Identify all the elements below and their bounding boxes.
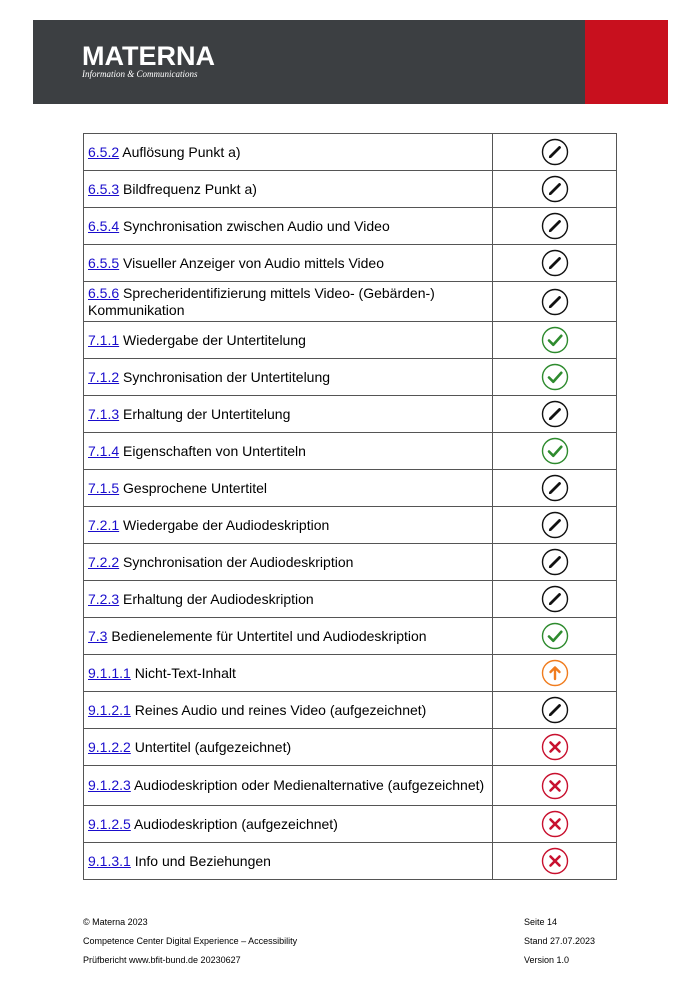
status-cell <box>493 806 617 843</box>
table-row <box>84 655 617 692</box>
logo-subtitle: Information & Communications <box>82 69 198 79</box>
criterion-cell <box>84 282 493 322</box>
status-cell <box>493 544 617 581</box>
criterion-cell <box>84 359 493 396</box>
criterion-title: Audiodeskription (aufgezeichnet) <box>133 815 338 832</box>
status-cell <box>493 581 617 618</box>
criterion-title: Synchronisation der Untertitelung <box>123 368 331 385</box>
criterion-ref-link[interactable]: 7.1.2 <box>88 368 120 385</box>
table-row <box>84 322 617 359</box>
status-cell <box>493 433 617 470</box>
criterion-cell <box>84 692 493 729</box>
footer-version: Version 1.0 <box>524 955 570 965</box>
criterion-cell <box>84 245 493 282</box>
table-row <box>84 433 617 470</box>
footer-left <box>83 913 297 970</box>
criterion-cell <box>84 806 493 843</box>
pencil-icon <box>541 696 569 724</box>
footer-copyright: © Materna 2023 <box>83 917 148 927</box>
status-cell <box>493 766 617 806</box>
criterion-cell <box>84 655 493 692</box>
cross-icon <box>541 810 569 838</box>
criterion-ref-link[interactable]: 7.1.5 <box>88 479 120 496</box>
table-row <box>84 843 617 880</box>
table-row <box>84 692 617 729</box>
criterion-title: Visueller Anzeiger von Audio mittels Video <box>123 254 385 271</box>
table-row <box>84 134 617 171</box>
table-row <box>84 544 617 581</box>
table-row <box>84 396 617 433</box>
criterion-ref-link[interactable]: 7.1.1 <box>88 331 120 348</box>
pencil-icon <box>541 585 569 613</box>
criterion-title: Synchronisation zwischen Audio und Video <box>123 217 390 234</box>
criterion-cell <box>84 766 493 806</box>
status-cell <box>493 245 617 282</box>
table-row <box>84 507 617 544</box>
status-cell <box>493 655 617 692</box>
arrow-up-icon <box>541 659 569 687</box>
status-cell <box>493 507 617 544</box>
pencil-icon <box>541 175 569 203</box>
check-icon <box>541 622 569 650</box>
table-row <box>84 208 617 245</box>
footer-page: Seite 14 <box>524 917 558 927</box>
criterion-cell <box>84 507 493 544</box>
criterion-title: Nicht-Text-Inhalt <box>134 664 236 681</box>
criteria-table <box>83 133 617 880</box>
pencil-icon <box>541 212 569 240</box>
criterion-ref-link[interactable]: 9.1.1.1 <box>88 664 131 681</box>
status-cell <box>493 729 617 766</box>
criterion-cell <box>84 581 493 618</box>
cross-icon <box>541 847 569 875</box>
criterion-title: Erhaltung der Audiodeskription <box>123 590 314 607</box>
criterion-ref-link[interactable]: 7.2.3 <box>88 590 120 607</box>
criterion-title: Bildfrequenz Punkt a) <box>123 180 257 197</box>
criterion-ref-link[interactable]: 6.5.6 <box>88 284 120 301</box>
pencil-icon <box>541 474 569 502</box>
status-cell <box>493 134 617 171</box>
criterion-title: Gesprochene Untertitel <box>123 479 267 496</box>
table-row <box>84 282 617 322</box>
footer-department: Competence Center Digital Experience – Accessibility <box>83 936 298 946</box>
criterion-cell <box>84 396 493 433</box>
header-accent-block <box>585 20 668 104</box>
pencil-icon <box>541 511 569 539</box>
criterion-cell <box>84 134 493 171</box>
table-row <box>84 581 617 618</box>
pencil-icon <box>541 400 569 428</box>
status-cell <box>493 208 617 245</box>
status-cell <box>493 359 617 396</box>
status-cell <box>493 843 617 880</box>
criterion-title: Sprecheridentifizierung mittels Video- (Gebärden-) Kommunikation <box>88 284 435 318</box>
criterion-cell <box>84 208 493 245</box>
status-cell <box>493 171 617 208</box>
criterion-ref-link[interactable]: 7.1.4 <box>88 442 120 459</box>
criterion-cell <box>84 843 493 880</box>
pencil-icon <box>541 548 569 576</box>
table-row <box>84 359 617 396</box>
check-icon <box>541 437 569 465</box>
criterion-ref-link[interactable]: 7.3 <box>88 627 108 644</box>
status-cell <box>493 322 617 359</box>
status-cell <box>493 470 617 507</box>
criterion-ref-link[interactable]: 9.1.3.1 <box>88 852 131 869</box>
criterion-ref-link[interactable]: 7.1.3 <box>88 405 120 422</box>
footer-right <box>524 913 595 970</box>
status-cell <box>493 396 617 433</box>
pencil-icon <box>541 138 569 166</box>
status-cell <box>493 618 617 655</box>
criterion-ref-link[interactable]: 6.5.4 <box>88 217 120 234</box>
criterion-ref-link[interactable]: 6.5.2 <box>88 143 120 160</box>
footer-report: Prüfbericht www.bfit-bund.de 20230627 <box>83 955 241 965</box>
criterion-title: Wiedergabe der Audiodeskription <box>123 516 330 533</box>
criterion-ref-link[interactable]: 7.2.2 <box>88 553 120 570</box>
criterion-title: Erhaltung der Untertitelung <box>123 405 291 422</box>
table-row <box>84 171 617 208</box>
criterion-cell <box>84 322 493 359</box>
criterion-title: Untertitel (aufgezeichnet) <box>134 738 292 755</box>
criterion-ref-link[interactable]: 6.5.5 <box>88 254 120 271</box>
table-row <box>84 245 617 282</box>
check-icon <box>541 326 569 354</box>
criterion-cell <box>84 171 493 208</box>
check-icon <box>541 363 569 391</box>
footer-date: Stand 27.07.2023 <box>524 936 596 946</box>
criterion-title: Bedienelemente für Untertitel und Audiodeskription <box>111 627 427 644</box>
criterion-title: Auflösung Punkt a) <box>122 143 241 160</box>
table-row <box>84 470 617 507</box>
table-row <box>84 806 617 843</box>
status-cell <box>493 692 617 729</box>
criterion-cell <box>84 618 493 655</box>
pencil-icon <box>541 249 569 277</box>
criterion-cell <box>84 470 493 507</box>
criterion-title: Eigenschaften von Untertiteln <box>123 442 306 459</box>
criterion-title: Audiodeskription oder Medienalternative (aufgezeichnet) <box>133 777 485 793</box>
criterion-cell <box>84 544 493 581</box>
criterion-ref-link[interactable]: 9.1.2.2 <box>88 738 131 755</box>
criterion-ref-link[interactable]: 9.1.2.3 <box>88 777 131 793</box>
criterion-title: Synchronisation der Audiodeskription <box>123 553 354 570</box>
cross-icon <box>541 772 569 800</box>
pencil-icon <box>541 288 569 316</box>
status-cell <box>493 282 617 322</box>
criterion-cell <box>84 433 493 470</box>
criterion-ref-link[interactable]: 6.5.3 <box>88 180 120 197</box>
table-row <box>84 618 617 655</box>
criterion-title: Reines Audio und reines Video (aufgezeichnet) <box>134 701 427 718</box>
logo-text: MATERNA <box>82 41 215 71</box>
criterion-cell <box>84 729 493 766</box>
criterion-ref-link[interactable]: 7.2.1 <box>88 516 120 533</box>
criterion-ref-link[interactable]: 9.1.2.5 <box>88 815 131 832</box>
table-row <box>84 729 617 766</box>
cross-icon <box>541 733 569 761</box>
table-row <box>84 766 617 806</box>
criterion-ref-link[interactable]: 9.1.2.1 <box>88 701 131 718</box>
criterion-title: Info und Beziehungen <box>134 852 271 869</box>
criterion-title: Wiedergabe der Untertitelung <box>123 331 306 348</box>
